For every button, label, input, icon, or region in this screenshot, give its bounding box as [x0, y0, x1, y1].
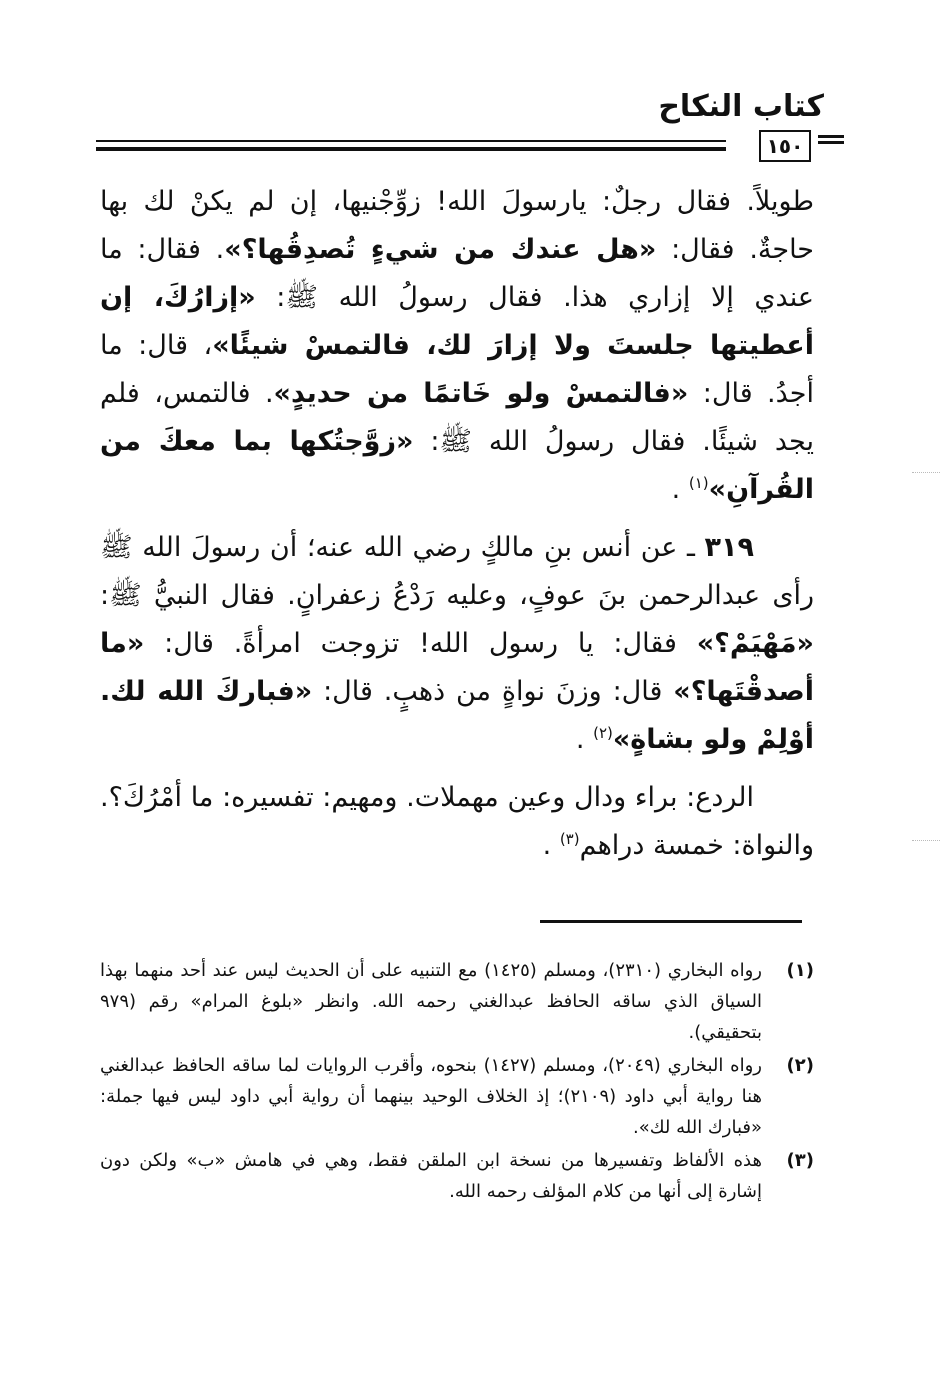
paragraph-2: [100, 524, 814, 764]
page-number: ١٥٠: [759, 130, 811, 162]
text-run: ـ عن أنس بنِ مالكٍ رضي الله عنه؛ أن رسولَ الله ﷺ رأى عبدالرحمن بنَ عوفٍ، وعليه رَدْعُ زعفرانٍ. فقال النبيُّ ﷺ:: [100, 532, 814, 611]
footnote-number: (٣): [786, 1150, 814, 1171]
header-ornament: [818, 135, 844, 149]
footnote-number: (١): [786, 960, 814, 981]
hadith-quote: «مَهْيَمْ؟»: [696, 628, 814, 659]
paragraph-1: [100, 178, 814, 514]
footnote-item: [100, 1145, 814, 1207]
hadith-quote: «هل عندك من شيءٍ تُصدِقُها؟»: [224, 234, 657, 265]
text-run: قال: وزنَ نواةٍ من ذهبٍ. قال:: [312, 676, 674, 707]
hadith-quote: «ما أصدقْتَها؟»: [100, 628, 814, 707]
footnote-text: رواه البخاري (٢٠٤٩)، ومسلم (١٤٢٧) بنحوه، وأقرب الروايات لما ساقه الحافظ عبدالغني هنا رواية أبي داود (٢١٠٩)؛ إذ الخلاف الوحيد بينهما أن رواية أبي داود ليس فيها جملة: «فبارك الله لك».: [100, 1055, 762, 1138]
running-title: كتاب النكاح: [658, 89, 824, 124]
text-run: .: [671, 474, 681, 505]
main-text: [100, 178, 814, 880]
text-run: الردع: براء ودال وعين مهملات. ومهيم: تفسيره: ما أمْرُكَ؟. والنواة: خمسة دراهم: [100, 782, 814, 861]
text-run: فقال: يا رسول الله! تزوجت امرأةً. قال:: [144, 628, 697, 659]
footnote-ref: (٢): [593, 724, 613, 742]
footnote-item: [100, 955, 814, 1048]
footnotes: [100, 955, 814, 1209]
footnote-text: رواه البخاري (٢٣١٠)، ومسلم (١٤٢٥) مع التنبيه على أن الحديث ليس عند أحد منهما بهذا السياق الذي ساقه الحافظ عبدالغني رحمه الله. وانظر «بلوغ المرام» رقم (٩٧٩ بتحقيقي).: [100, 960, 762, 1043]
hadith-quote: «زوَّجتُكها بما معكَ من القُرآنِ»: [100, 426, 814, 505]
hadith-quote: «فالتمسْ ولو خَاتمًا من حديدٍ»: [273, 378, 689, 409]
footnote-number: (٢): [786, 1055, 814, 1076]
header-rule: [96, 140, 726, 151]
text-run: .: [542, 830, 552, 861]
text-run: . فالتمس، فلم يجد شيئًا. فقال رسولُ الله ﷺ:: [100, 378, 814, 457]
paragraph-3: [100, 774, 814, 870]
footnote-item: [100, 1050, 814, 1143]
footnote-separator: [540, 920, 802, 923]
text-run: ، قال: ما أجدُ. قال:: [100, 330, 814, 409]
hadith-number: ٣١٩: [704, 532, 754, 563]
footnote-text: هذه الألفاظ وتفسيرها من نسخة ابن الملقن فقط، وهي في هامش «ب» ولكن دون إشارة إلى أنها من كلام المؤلف رحمه الله.: [100, 1150, 762, 1202]
text-run: طويلاً. فقال رجلٌ: يارسولَ الله! زوِّجْنيها، إن لم يكنْ لك بها حاجةٌ. فقال:: [100, 186, 814, 265]
scan-mark: [912, 472, 940, 473]
scan-mark: [912, 840, 940, 841]
footnote-ref: (١): [688, 474, 709, 492]
hadith-quote: «إزارُكَ، إن أعطيتها جلستَ ولا إزارَ لك، فالتمسْ شيئًا»: [100, 282, 814, 361]
footnote-ref: (٣): [559, 830, 580, 848]
hadith-quote: «فباركَ الله لك. أوْلِمْ ولو بشاةٍ»: [100, 676, 814, 755]
text-run: . فقال: ما عندي إلا إزاري هذا. فقال رسولُ الله ﷺ:: [100, 234, 814, 313]
text-run: .: [575, 724, 585, 755]
